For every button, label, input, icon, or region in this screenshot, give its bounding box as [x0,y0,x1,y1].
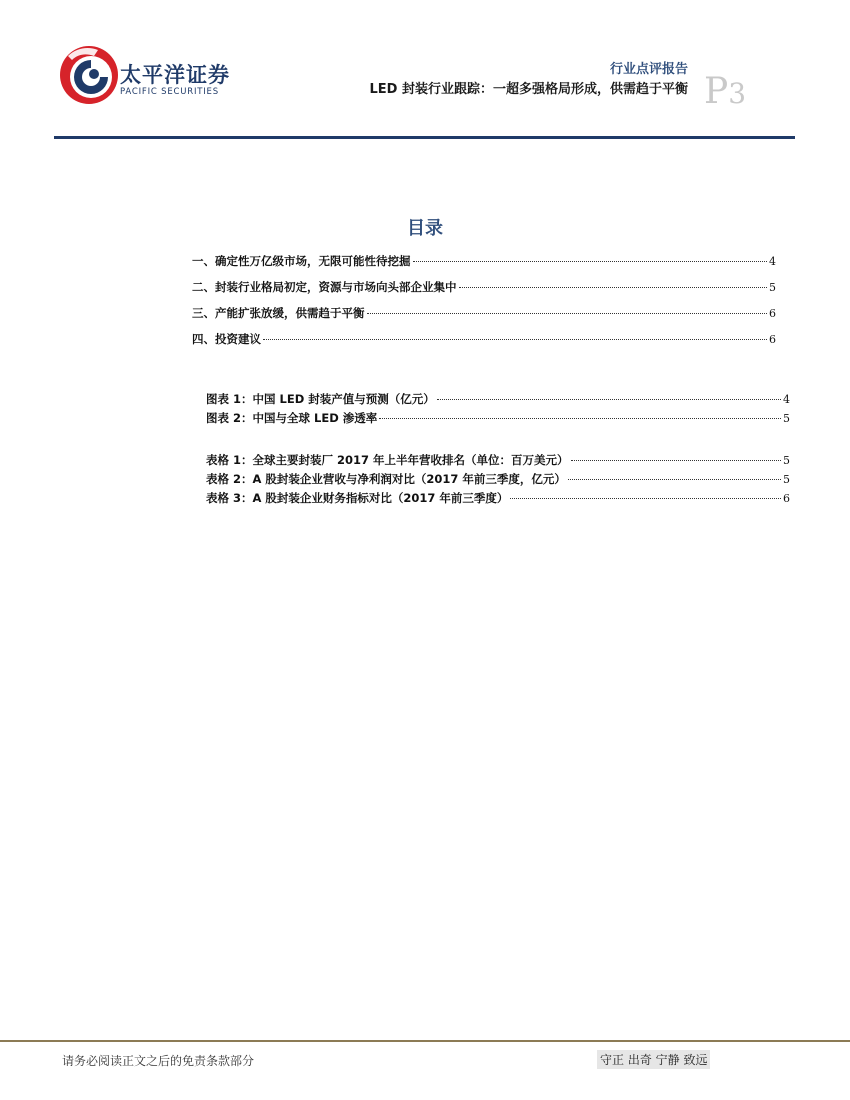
toc-heading: 目录 [407,218,443,239]
toc-entry-title: 三、产能扩张放缓，供需趋于平衡 [192,306,365,320]
toc-entry-title: 表格 2：A 股封装企业营收与净利润对比（2017 年前三季度，亿元） [206,472,566,486]
page-number-digit: 3 [728,77,747,110]
dot-leader [568,478,781,480]
page-number [704,71,747,112]
toc-entry-title: 表格 3：A 股封装企业财务指标对比（2017 年前三季度） [206,491,509,505]
logo-chinese-name: 太平洋证券 [120,63,230,87]
toc-entry-page: 5 [783,412,790,425]
toc-entry-page: 4 [783,393,790,406]
dot-leader [437,398,781,400]
dot-leader [571,459,781,461]
toc-entry-title: 二、封装行业格局初定，资源与市场向头部企业集中 [192,280,457,294]
page-number-letter: P [704,71,729,112]
toc-entry-title: 四、投资建议 [192,332,261,346]
footer-disclaimer: 请务必阅读正文之后的免责条款部分 [62,1054,255,1068]
logo-english-name: PACIFIC SECURITIES [120,87,219,97]
footer-motto: 守正 出奇 宁静 致远 [597,1050,710,1069]
toc-section-entry[interactable] [192,253,776,270]
report-title: LED 封装行业跟踪：一超多强格局形成，供需趋于平衡 [369,82,688,97]
toc-section-entry[interactable] [192,279,776,296]
toc-table-entry[interactable] [206,452,790,469]
toc-figure-entry[interactable] [206,391,790,408]
toc-table-entry[interactable] [206,490,790,507]
toc-entry-page: 4 [769,255,776,268]
company-logo [58,42,228,112]
toc-entry-page: 5 [769,281,776,294]
toc-entry-page: 6 [783,492,790,505]
dot-leader [413,260,768,262]
toc-entry-title: 图表 2：中国与全球 LED 渗透率 [206,411,378,425]
pacific-securities-logo-icon [58,44,120,106]
toc-entry-page: 6 [769,333,776,346]
dot-leader [379,417,781,419]
dot-leader [459,286,768,288]
footer-divider [0,1040,850,1042]
toc-entry-title: 表格 1：全球主要封装厂 2017 年上半年营收排名（单位：百万美元） [206,453,569,467]
report-type: 行业点评报告 [609,62,688,77]
toc-entry-page: 5 [783,473,790,486]
toc-table-entry[interactable] [206,471,790,488]
toc-section-entry[interactable] [192,331,776,348]
dot-leader [367,312,768,314]
toc-entry-title: 一、确定性万亿级市场，无限可能性待挖掘 [192,254,411,268]
header-divider [54,136,795,139]
toc-section-entry[interactable] [192,305,776,322]
toc-entry-page: 5 [783,454,790,467]
dot-leader [510,497,781,499]
dot-leader [263,338,767,340]
toc-figure-entry[interactable] [206,410,790,427]
toc-entry-page: 6 [769,307,776,320]
toc-entry-title: 图表 1：中国 LED 封装产值与预测（亿元） [206,392,435,406]
